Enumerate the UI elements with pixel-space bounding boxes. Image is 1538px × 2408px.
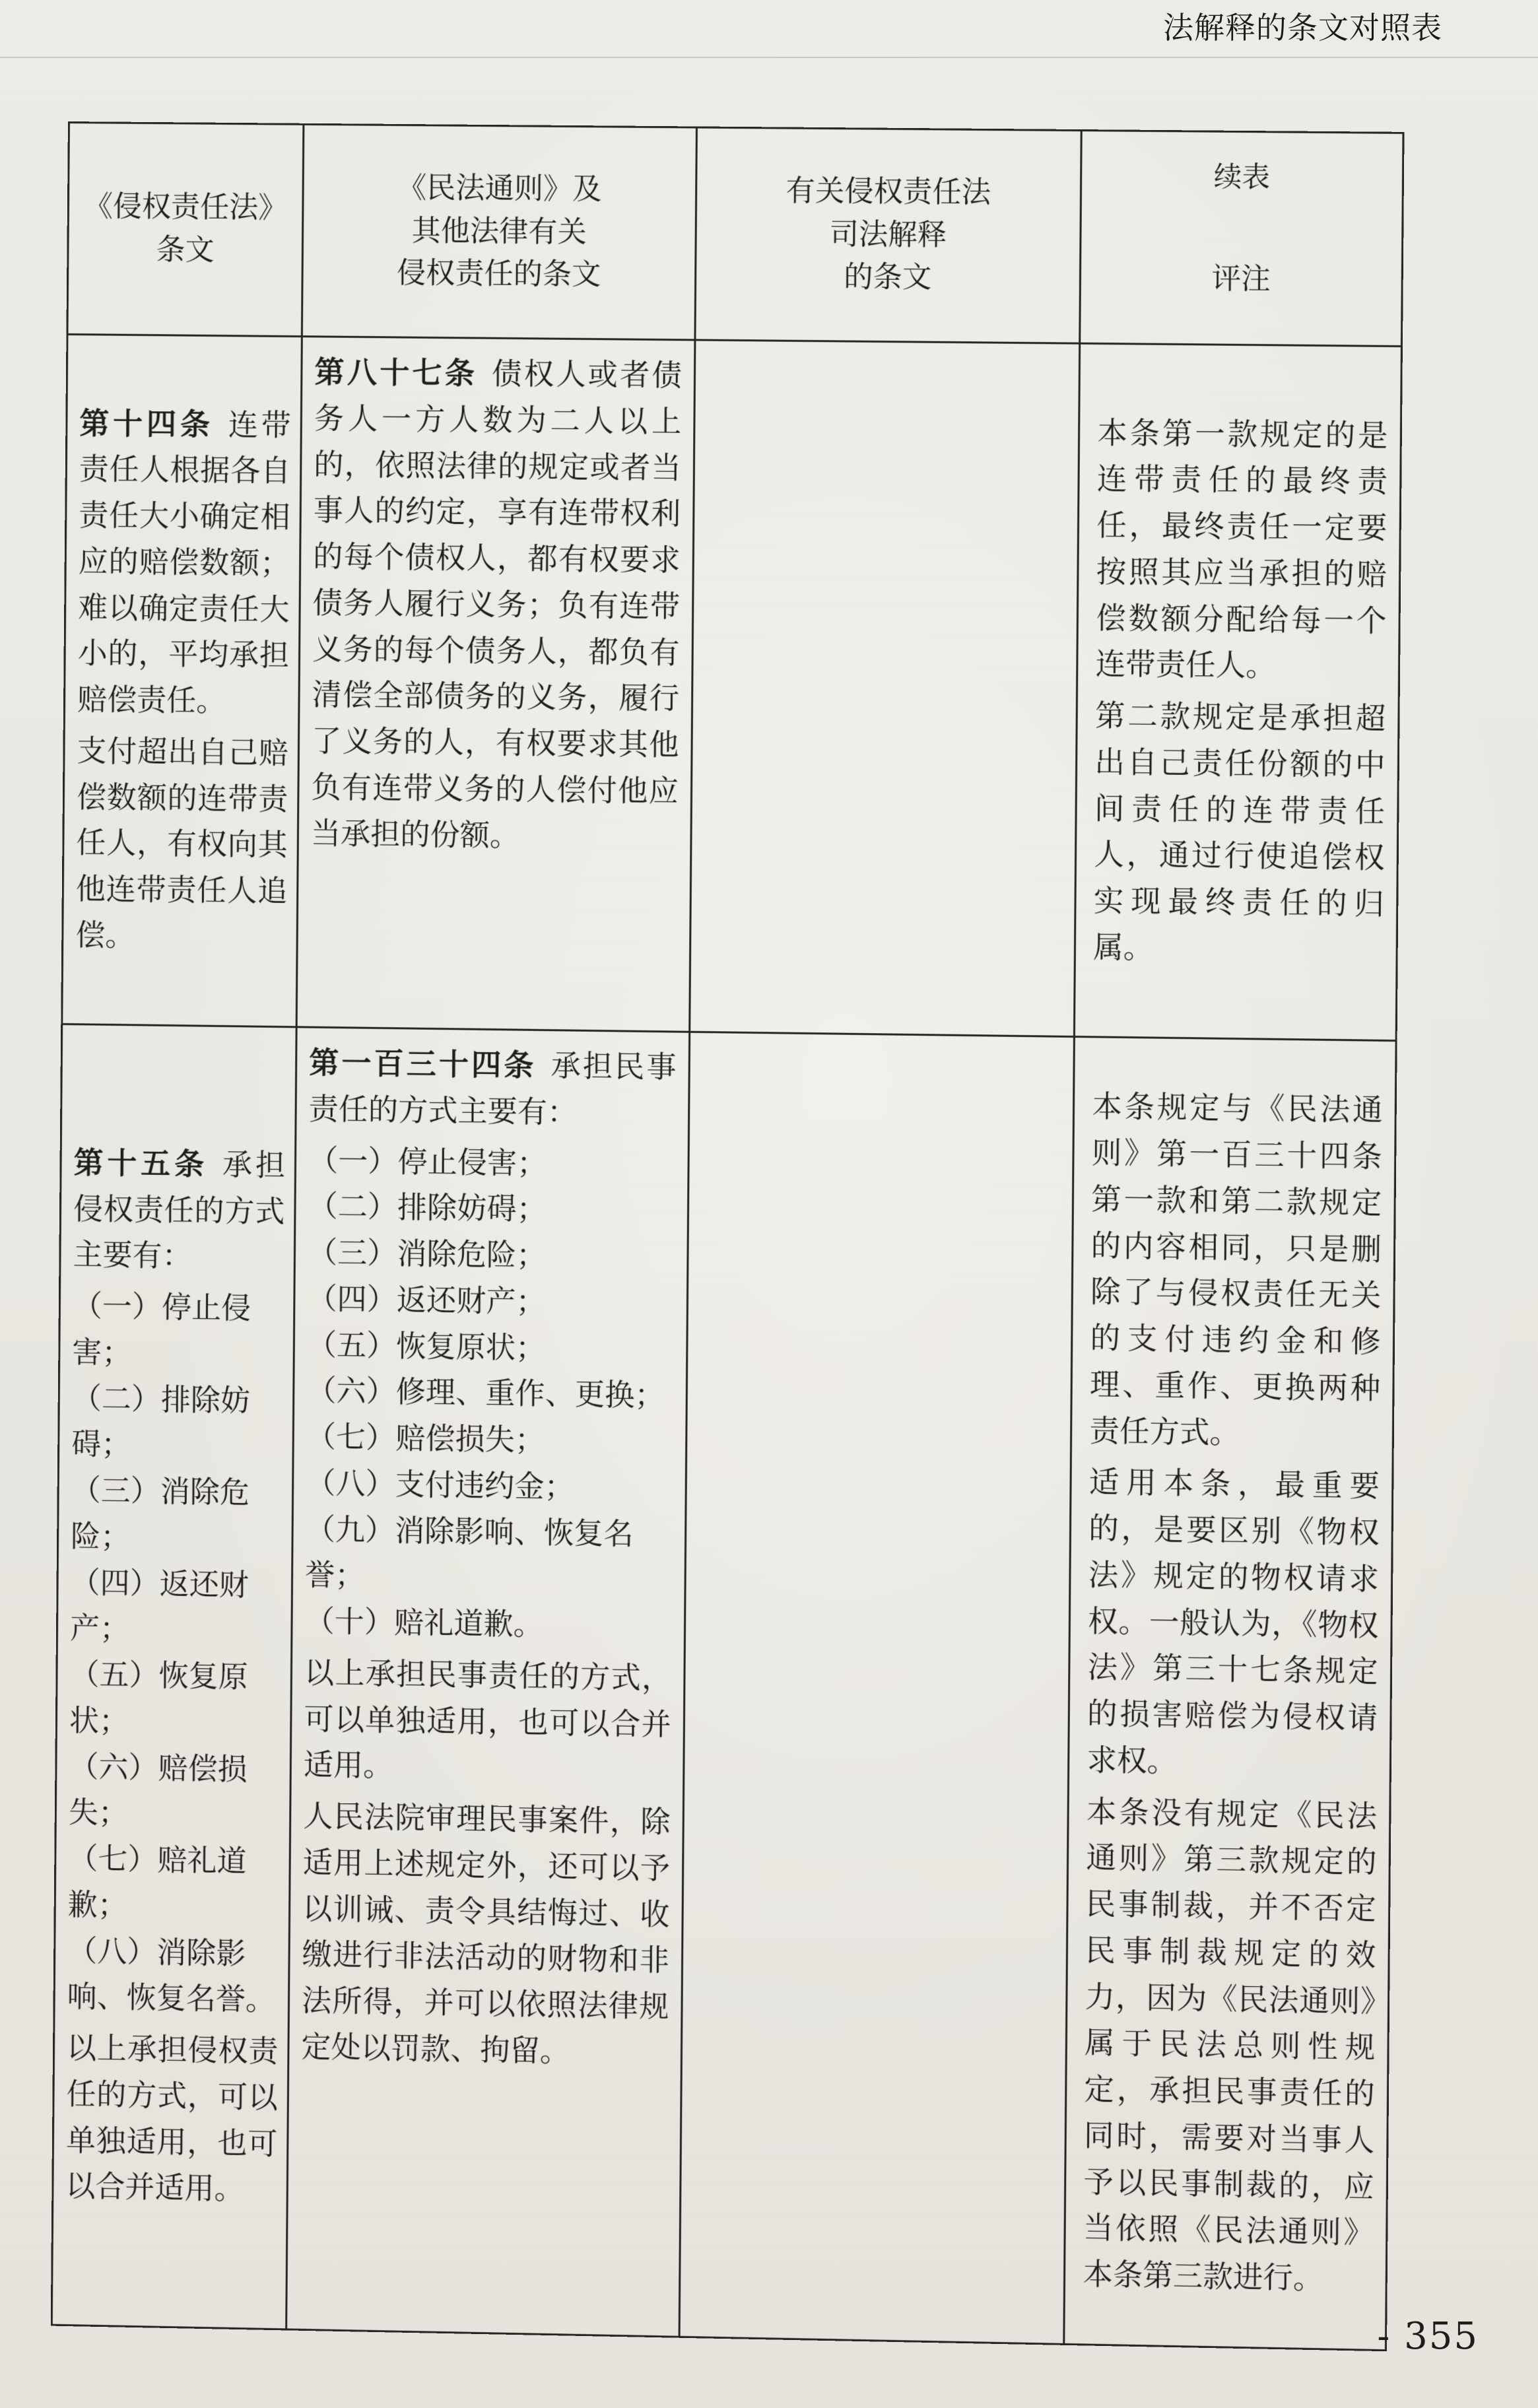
comparison-table-wrapper — [51, 121, 1403, 2343]
article-134-paragraph-1: 以上承担民事责任的方式，可以单独适用，也可以合并适用。 — [303, 1655, 672, 1784]
article-87-title: 第八十七条 — [314, 354, 478, 391]
article-134-intro — [308, 1040, 676, 1137]
article-14-paragraph-1 — [77, 401, 291, 725]
header-general-principles-cell — [302, 124, 696, 340]
list-item: （六）赔偿损失； — [68, 1749, 248, 1831]
list-item: （八）支付违约金； — [306, 1465, 574, 1505]
continued-label: 续表 — [1213, 160, 1271, 193]
article-14-note-paragraph-2: 第二款规定是承担超出自己责任份额的中间责任的连带责任人，通过行使追偿权实现最终责任的归属。 — [1093, 698, 1386, 966]
list-item: （九）消除影响、恢复名誉； — [304, 1511, 634, 1594]
judicial-interpretation-cell-empty — [690, 340, 1080, 1037]
header-divider — [0, 57, 1538, 58]
header-tort-law: 《侵权责任法》 条文 — [83, 189, 288, 267]
list-item: （一）停止侵害； — [72, 1288, 251, 1371]
header-judicial-interpretation: 有关侵权责任法 司法解释 的条文 — [786, 174, 991, 295]
article-14-paragraph-2: 支付超出自己赔偿数额的连带责任人，有权向其他连带责任人追偿。 — [75, 733, 289, 954]
list-item: （五）恢复原状； — [69, 1657, 248, 1739]
page-number — [1377, 2315, 1479, 2358]
page-number-value: 355 — [1404, 2315, 1479, 2358]
header-note-cell — [1080, 131, 1403, 347]
table-row — [51, 1024, 1396, 2350]
article-15-note-cell — [1064, 1037, 1396, 2351]
article-15-closing: 以上承担侵权责任的方式，可以单独适用，也可以合并适用。 — [65, 2030, 279, 2207]
header-judicial-interpretation-cell — [695, 127, 1081, 343]
article-14-text-1: 连带责任人根据各自责任大小确定相应的赔偿数额；难以确定责任大小的，平均承担赔偿责任。 — [77, 407, 291, 719]
table-header-row — [67, 123, 1403, 347]
table-row — [62, 335, 1402, 1041]
article-15-cell — [51, 1024, 296, 2329]
article-87-cell — [296, 337, 695, 1032]
article-14-note-paragraph-1: 本条第一款规定的是连带责任的最终责任，最终责任一定要按照其应当承担的赔偿数额分配给每一个连带责任人。 — [1095, 415, 1388, 684]
list-item: （七）赔礼道歉； — [67, 1841, 247, 1923]
article-15-note-paragraph-2: 适用本条，最重要的，是要区别《物权法》规定的物权请求权。一般认为，《物权法》第三十七条规定的损害赔偿为侵权请求权。 — [1087, 1464, 1380, 1780]
header-note: 评注 — [1211, 262, 1271, 297]
judicial-interpretation-cell-empty — [679, 1032, 1074, 2344]
running-header — [1086, 0, 1442, 51]
list-item: （二）排除妨碍； — [308, 1189, 547, 1228]
list-item: （四）返还财产； — [307, 1281, 546, 1320]
list-item: （三）消除危险； — [307, 1234, 547, 1273]
article-134-intro-text: 承担民事责任的方式主要有： — [308, 1048, 677, 1130]
article-15-intro-text: 承担侵权责任的方式主要有： — [73, 1147, 286, 1274]
list-item: （六）修理、重作、更换； — [306, 1373, 665, 1414]
header-general-principles: 《民法通则》及 其他法律有关 侵权责任的条文 — [396, 171, 602, 292]
list-item: （八）消除影响、恢复名誉。 — [67, 1933, 276, 2018]
list-item: （三）消除危险； — [70, 1473, 250, 1555]
article-15-note-paragraph-1: 本条规定与《民法通则》第一百三十四条第一款和第二款规定的内容相同，只是删除了与侵权责任无关的支付违约金和修理、重作、更换两种责任方式。 — [1089, 1089, 1383, 1451]
list-item: （四）返还财产； — [69, 1564, 250, 1647]
list-item: （二）排除妨碍； — [71, 1380, 251, 1463]
article-15-title: 第十五条 — [73, 1145, 209, 1182]
running-header-title: 法解释的条文对照表 — [1163, 10, 1442, 46]
article-87-paragraph — [311, 349, 682, 861]
list-item: （七）赔偿损失； — [306, 1419, 545, 1458]
header-tort-law-cell — [67, 123, 304, 337]
article-134-cell — [286, 1027, 690, 2337]
article-14-title: 第十四条 — [79, 405, 214, 442]
article-134-list — [304, 1137, 675, 1650]
article-87-text: 债权人或者债务人一方人数为二人以上的，依照法律的规定或者当事人的约定，享有连带权利的每个债权人，都有权要求债务人履行义务；负有连带义务的每个债务人，都负有清偿全部债务的义务，履行了义务的人，有权要求其他负有连带义务的人偿付他应当承担的份额。 — [310, 356, 683, 853]
article-15-intro — [73, 1140, 285, 1281]
list-item: （五）恢复原状； — [306, 1327, 546, 1366]
article-134-paragraph-2: 人民法院审理民事案件，除适用上述规定外，还可以予以训诫、责令具结悔过、收缴进行非法活动的财物和非法所得，并可以依照法律规定处以罚款、拘留。 — [301, 1798, 671, 2069]
article-14-cell — [62, 335, 302, 1027]
article-15-note-paragraph-3: 本条没有规定《民法通则》第三款规定的民事制裁，并不否定民事制裁规定的效力，因为《民法通则》属于民法总则性规定，承担民事责任的同时，需要对当事人予以民事制裁的，应当依照《民法通则》本条第三款进行。 — [1083, 1793, 1378, 2296]
article-134-title: 第一百三十四条 — [309, 1045, 537, 1084]
article-14-note-cell — [1074, 343, 1401, 1040]
list-item: （十）赔礼道歉。 — [304, 1603, 544, 1643]
article-15-list — [67, 1283, 284, 2024]
list-item: （一）停止侵害； — [308, 1143, 547, 1182]
comparison-table — [51, 121, 1405, 2351]
page-number-dash: - — [1377, 2315, 1405, 2358]
